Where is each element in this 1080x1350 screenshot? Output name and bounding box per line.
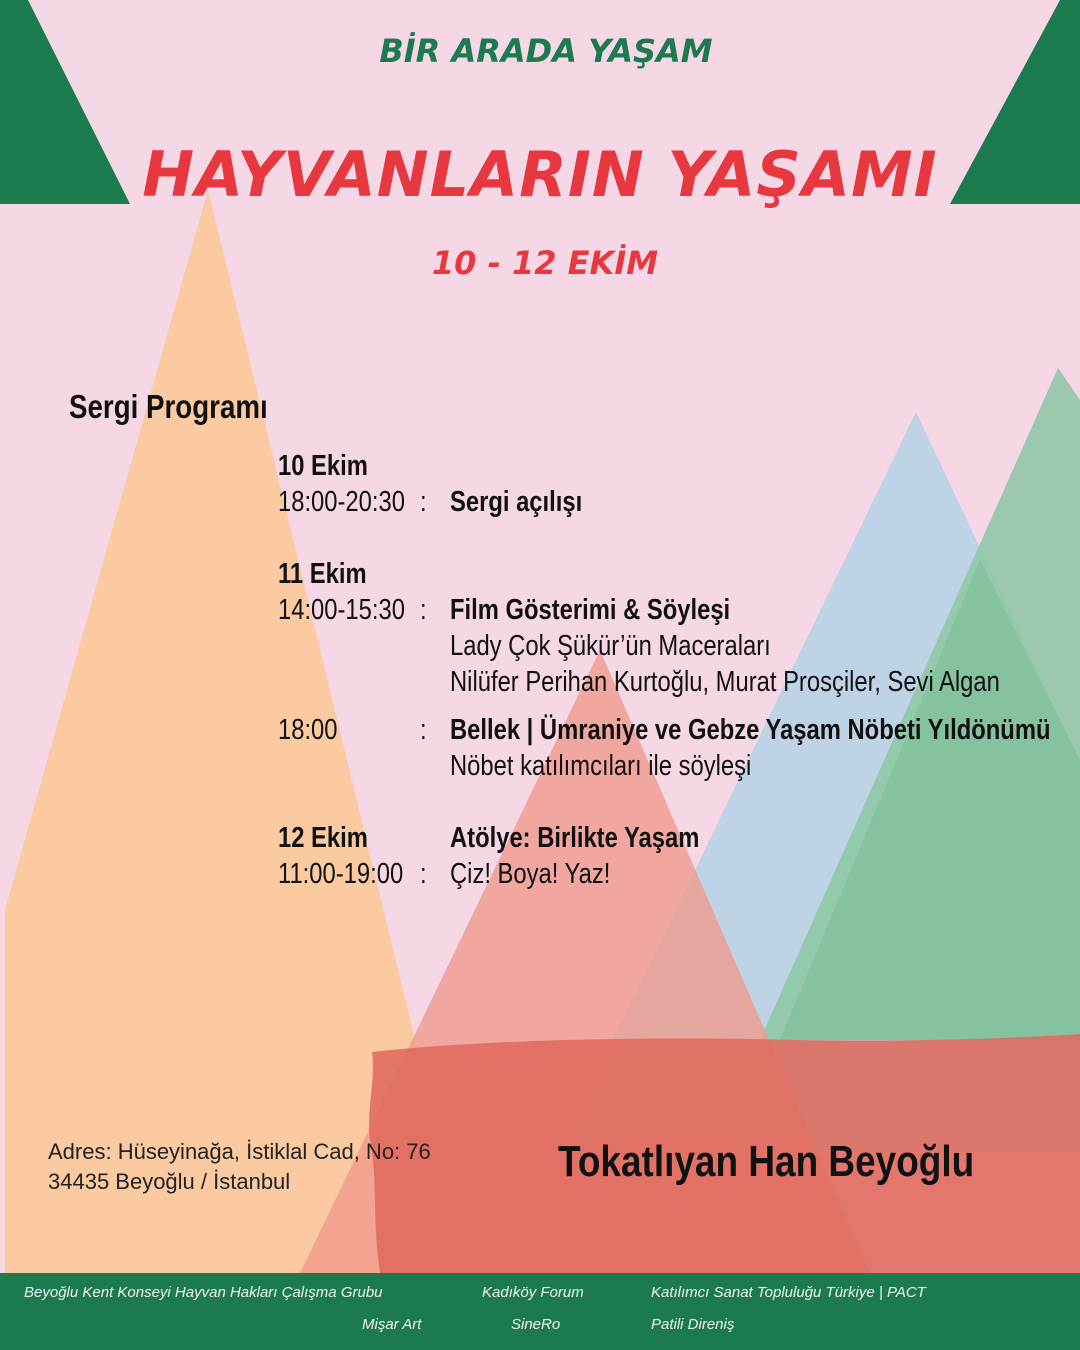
sponsor-footer — [0, 1273, 1080, 1350]
day-2-item-2-title: Bellek | Ümraniye ve Gebze Yaşam Nöbeti Yıldönümü — [450, 714, 1051, 746]
address-line-1: Adres: Hüseyinağa, İstiklal Cad, No: 76 — [48, 1139, 431, 1164]
day-2-item-2-detail-1: Nöbet katılımcıları ile söyleşi — [450, 750, 752, 782]
day-2-date: 11 Ekim — [278, 558, 367, 590]
day-1-item-1-title: Sergi açılışı — [450, 486, 583, 518]
sponsor-item: Mişar Art — [362, 1316, 422, 1333]
day-2-item-1-title: Film Gösterimi & Söyleşi — [450, 594, 731, 626]
kicker-text: BİR ARADA YAŞAM — [379, 32, 713, 70]
day-2-item-2-sep: : — [420, 714, 427, 746]
day-1-date: 10 Ekim — [278, 450, 368, 482]
day-2-item-1-time: 14:00-15:30 — [278, 594, 405, 626]
day-3-item-1-sep: : — [420, 858, 427, 890]
event-dates: 10 - 12 EKİM — [431, 244, 659, 282]
sponsor-item: Patili Direniş — [651, 1316, 735, 1333]
day-3-item-1-title: Çiz! Boya! Yaz! — [450, 858, 611, 890]
day-2-item-1-detail-2: Nilüfer Perihan Kurtoğlu, Murat Prosçiler, Sevi Algan — [450, 666, 1000, 698]
day-1-item-1-sep: : — [420, 486, 427, 518]
day-3-date-title: Atölye: Birlikte Yaşam — [450, 822, 700, 854]
day-1-item-1-time: 18:00-20:30 — [278, 486, 405, 518]
day-3-date: 12 Ekim — [278, 822, 368, 854]
sponsor-item: Beyoğlu Kent Konseyi Hayvan Hakları Çalışma Grubu — [24, 1284, 383, 1301]
poster-title: HAYVANLARIN YAŞAMI — [142, 138, 938, 211]
sponsor-item: SineRo — [511, 1316, 561, 1333]
day-3-item-1-time: 11:00-19:00 — [278, 858, 404, 890]
sponsor-item: Kadıköy Forum — [482, 1284, 584, 1301]
day-2-item-1-detail-1: Lady Çok Şükür’ün Maceraları — [450, 630, 771, 662]
venue-name: Tokatlıyan Han Beyoğlu — [558, 1137, 975, 1186]
day-2-item-2-time: 18:00 — [278, 714, 338, 746]
sponsor-item: Katılımcı Sanat Topluluğu Türkiye | PACT — [651, 1284, 926, 1301]
day-2-item-1-sep: : — [420, 594, 427, 626]
address-line-2: 34435 Beyoğlu / İstanbul — [48, 1169, 291, 1194]
program-heading: Sergi Programı — [69, 388, 268, 425]
